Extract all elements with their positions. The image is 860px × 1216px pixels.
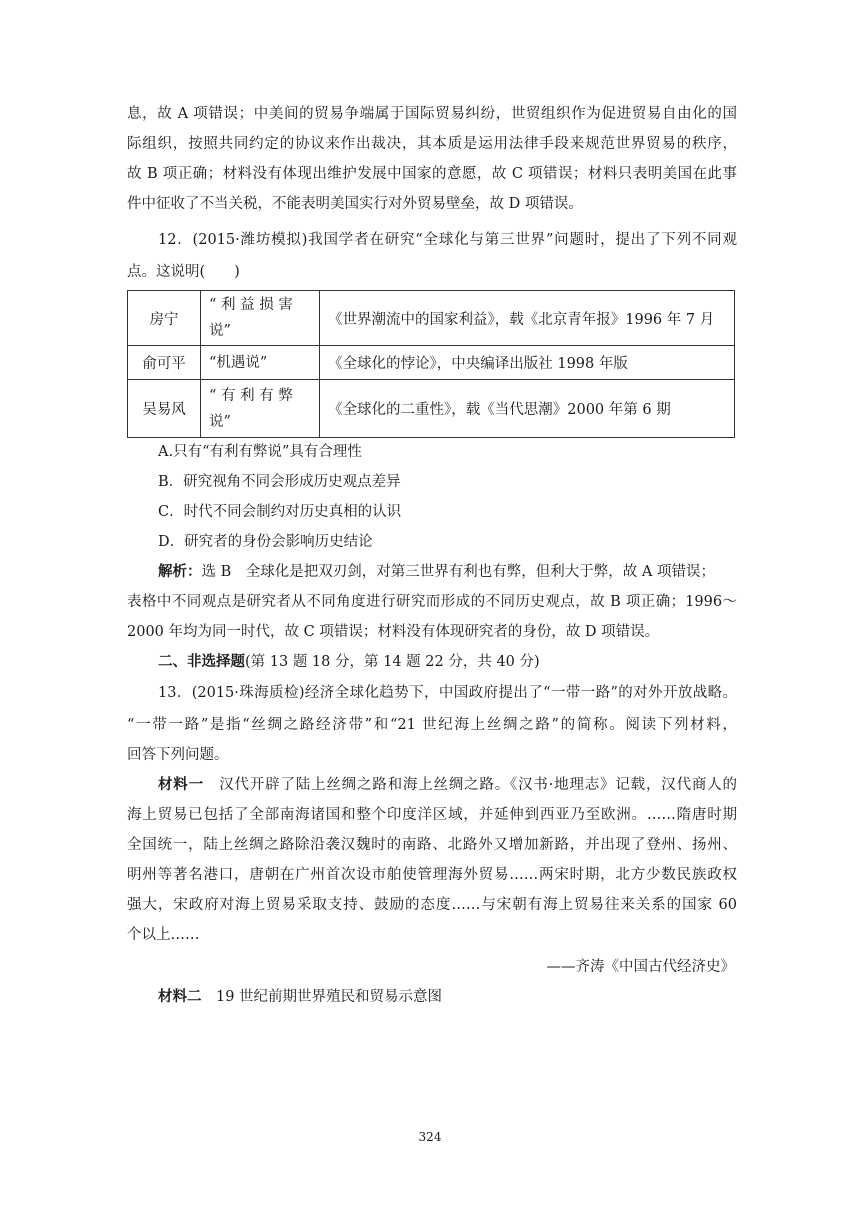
q12-analysis-line: 2000 年均为同一时代，故 C 项错误；材料没有体现研究者的身份，故 D 项错误。 [127, 624, 660, 640]
table-cell-scholar: 吴易风 [128, 380, 201, 438]
material2-line [158, 987, 737, 1007]
material1-text: 汉代开辟了陆上丝绸之路和海上丝绸之路。《汉书·地理志》记载，汉代商人的 [203, 777, 737, 793]
table-cell-view [201, 291, 320, 346]
material1-line: 明州等著名港口，唐朝在广州首次设市舶使管理海外贸易……两宋时期，北方少数民族政权 [127, 867, 737, 883]
q12-option-b: B．研究视角不同会形成历史观点差异 [158, 474, 401, 490]
table-row [128, 346, 735, 380]
section-heading [158, 652, 737, 672]
prev-explanation-line: 故 B 项正确；材料没有体现出维护发展中国家的意愿，故 C 项错误；材料只表明美国在此事 [127, 166, 737, 182]
material1-line: 强大，宋政府对海上贸易采取支持、鼓励的态度……与宋朝有海上贸易往来关系的国家 60 [127, 897, 737, 913]
prev-explanation-line: 息，故 A 项错误；中美间的贸易争端属于国际贸易纠纷，世贸组织作为促进贸易自由化的国 [127, 106, 737, 122]
table-cell-scholar: 房宁 [128, 291, 201, 346]
view-text: 说” [209, 323, 231, 339]
q12-analysis-line [158, 562, 737, 582]
material1-source: ——齐涛《中国古代经济史》 [546, 959, 735, 975]
view-text: “ 有 利 有 弊 [209, 387, 293, 404]
q12-option-d: D．研究者的身份会影响历史结论 [158, 534, 373, 550]
q12-stem-cont: 点。这说明( ) [127, 264, 240, 280]
table-cell-view [201, 380, 320, 438]
q12-option-c: C．时代不同会制约对历史真相的认识 [158, 504, 402, 520]
material1-line: 个以上…… [127, 927, 200, 943]
table-cell-source: 《全球化的悖论》，中央编译出版社 1998 年版 [320, 346, 735, 380]
prev-explanation-line: 际组织，按照共同约定的协议来作出裁决，其本质是运用法律手段来规范世界贸易的秩序， [127, 136, 737, 152]
q12-option-a: A.只有“有利有弊说”具有合理性 [158, 444, 362, 460]
table-cell-scholar: 俞可平 [128, 346, 201, 380]
q13-stem: “一带一路”是指“丝绸之路经济带”和“21 世纪海上丝绸之路”的简称。阅读下列材料， [127, 717, 737, 733]
material1-line [158, 775, 737, 795]
analysis-text: 选 B 全球化是把双刃剑，对第三世界有利也有弊，但利大于弊，故 A 项错误； [201, 564, 715, 580]
view-text: 说” [209, 413, 231, 430]
material2-text: 19 世纪前期世界殖民和贸易示意图 [201, 989, 443, 1005]
table-row [128, 380, 735, 438]
material1-label: 材料一 [158, 776, 204, 793]
q12-table [127, 290, 735, 438]
table-cell-view: “机遇说” [201, 346, 320, 380]
material1-line: 全国统一，陆上丝绸之路除沿袭汉魏时的南路、北路外又增加新路，并出现了登州、扬州、 [127, 837, 737, 853]
analysis-label: 解析： [158, 563, 202, 580]
material2-label: 材料二 [158, 988, 202, 1005]
material1-line: 海上贸易已包括了全部南海诸国和整个印度洋区域，并延伸到西亚乃至欧洲。……隋唐时期 [127, 807, 737, 823]
q12-analysis-line: 表格中不同观点是研究者从不同角度进行研究而形成的不同历史观点，故 B 项正确；1996～ [127, 594, 737, 610]
table-row [128, 291, 735, 346]
table-cell-source: 《世界潮流中的国家利益》，载《北京青年报》1996 年 7 月 [320, 291, 735, 346]
q13-stem: 13．(2015·珠海质检)经济全球化趋势下，中国政府提出了“一带一路”的对外开放战略。 [158, 685, 737, 701]
q13-stem: 回答下列问题。 [127, 747, 229, 763]
q12-stem: 12．(2015·潍坊模拟)我国学者在研究“全球化与第三世界”问题时，提出了下列不同观 [158, 232, 737, 248]
section-title: 二、非选择题 [158, 653, 245, 670]
prev-explanation-line: 件中征收了不当关税，不能表明美国实行对外贸易壁垒，故 D 项错误。 [127, 196, 583, 212]
view-text: “ 利 益 损 害 [209, 297, 293, 313]
page-number: 324 [418, 1130, 442, 1144]
table-cell-source: 《全球化的二重性》，载《当代思潮》2000 年第 6 期 [320, 380, 735, 438]
section-detail: (第 13 题 18 分，第 14 题 22 分，共 40 分) [245, 654, 540, 670]
